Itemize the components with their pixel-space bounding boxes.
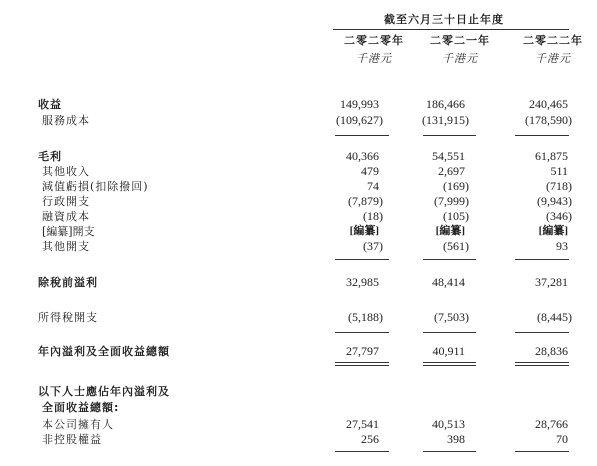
other-income-label: 其他收入 (42, 165, 90, 178)
other-expenses-2021: (561) (443, 239, 469, 253)
finance-costs-2022: (346) (546, 209, 572, 223)
attributable-heading: 以下人士應佔年內溢利及 (38, 385, 170, 398)
owners-label: 本公司擁有人 (42, 418, 114, 431)
revenue-2021: 186,466 (426, 97, 465, 111)
cost-of-services-2020: (109,627) (336, 113, 383, 127)
finance-costs-label: 融資成本 (42, 210, 90, 223)
nci-2022: 70 (556, 432, 568, 446)
rule-tax-2021 (423, 332, 476, 333)
impairment-label: 減值虧損(扣除撥回) (42, 180, 149, 193)
year-header-2022: 二零二二年 (523, 34, 583, 47)
year-header-2021: 二零二一年 (430, 34, 490, 47)
admin-expenses-2020: (7,879) (348, 194, 383, 208)
double-rule-top-2021 (423, 362, 476, 363)
other-income-2022: 511 (550, 164, 568, 178)
period-header: 截至六月三十日止年度 (384, 13, 504, 26)
rule-expenses-2022 (515, 259, 569, 260)
income-tax-2022: (8,445) (537, 310, 572, 324)
rule-tax-2020 (335, 332, 389, 333)
cost-of-services-2021: (131,915) (422, 113, 469, 127)
nci-label: 非控股權益 (42, 433, 102, 446)
owners-2021: 40,513 (432, 417, 465, 431)
rule-revenue-2022 (515, 135, 569, 136)
rule-nci-2020 (335, 451, 389, 452)
rule-nci-2022 (515, 451, 569, 452)
total-comprehensive-label: 年內溢利及全面收益總額 (38, 345, 170, 358)
profit-before-tax-label: 除稅前溢利 (38, 276, 98, 289)
other-expenses-2020: (37) (363, 239, 383, 253)
double-rule-top-2022 (515, 362, 569, 363)
rule-expenses-2021 (423, 259, 476, 260)
impairment-2022: (718) (546, 179, 572, 193)
admin-expenses-2021: (7,999) (434, 194, 469, 208)
gross-profit-2022: 61,875 (535, 149, 568, 163)
other-income-2020: 479 (361, 164, 379, 178)
impairment-2021: (169) (443, 179, 469, 193)
income-tax-2021: (7,503) (434, 310, 469, 324)
admin-expenses-label: 行政開支 (42, 195, 90, 208)
other-expenses-label: 其他開支 (42, 240, 90, 253)
rule-revenue-2021 (423, 135, 476, 136)
total-comprehensive-2021: 40,911 (432, 344, 465, 358)
redacted-expenses-label: [編纂]開支 (42, 225, 95, 238)
unit-label-2022: 千港元 (535, 52, 571, 65)
unit-label-2021: 千港元 (442, 52, 478, 65)
revenue-2022: 240,465 (529, 97, 568, 111)
total-comprehensive-2022: 28,836 (535, 344, 568, 358)
double-rule-top-2020 (335, 362, 389, 363)
double-rule-bottom-2021 (423, 365, 476, 366)
nci-2020: 256 (361, 432, 379, 446)
redacted-expenses-2021: [編纂] (435, 225, 465, 237)
total-comprehensive-2020: 27,797 (346, 344, 379, 358)
owners-2020: 27,541 (346, 417, 379, 431)
gross-profit-label: 毛利 (38, 150, 62, 163)
double-rule-bottom-2020 (335, 365, 389, 366)
unit-label-2020: 千港元 (356, 52, 392, 65)
profit-before-tax-2022: 37,281 (535, 275, 568, 289)
finance-costs-2020: (18) (363, 209, 383, 223)
income-tax-label: 所得稅開支 (38, 311, 98, 324)
finance-costs-2021: (105) (443, 209, 469, 223)
redacted-expenses-2022: [編纂] (538, 225, 568, 237)
impairment-2020: 74 (367, 179, 379, 193)
gross-profit-2021: 54,551 (432, 149, 465, 163)
profit-before-tax-2020: 32,985 (346, 275, 379, 289)
revenue-2020: 149,993 (340, 97, 379, 111)
income-tax-2020: (5,188) (348, 310, 383, 324)
nci-2021: 398 (447, 432, 465, 446)
rule-nci-2021 (423, 451, 476, 452)
other-income-2021: 2,697 (438, 164, 465, 178)
cost-of-services-2022: (178,590) (525, 113, 572, 127)
redacted-expenses-2020: [編纂] (349, 225, 379, 237)
rule-revenue-2020 (335, 135, 389, 136)
gross-profit-2020: 40,366 (346, 149, 379, 163)
period-header-rule (333, 29, 569, 30)
admin-expenses-2022: (9,943) (537, 194, 572, 208)
double-rule-bottom-2022 (515, 365, 569, 366)
profit-before-tax-2021: 48,414 (432, 275, 465, 289)
other-expenses-2022: 93 (556, 239, 568, 253)
revenue-label: 收益 (38, 98, 62, 111)
attributable-heading-continued: 全面收益總額: (42, 401, 120, 414)
cost-of-services-label: 服務成本 (42, 114, 90, 127)
owners-2022: 28,766 (535, 417, 568, 431)
rule-tax-2022 (515, 332, 569, 333)
rule-expenses-2020 (335, 259, 389, 260)
year-header-2020: 二零二零年 (344, 34, 404, 47)
